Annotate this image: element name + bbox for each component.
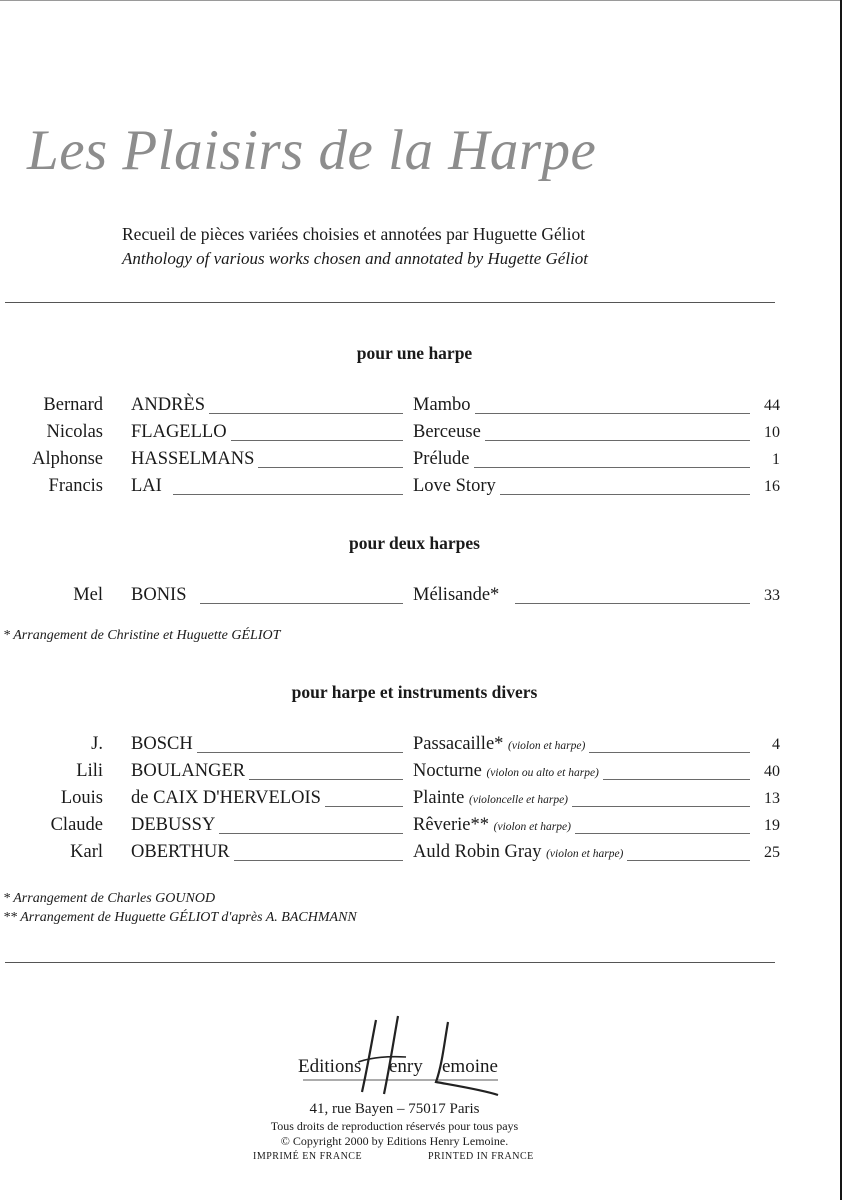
- piece-title: [413, 788, 572, 809]
- composer-first-name: Karl: [70, 842, 103, 862]
- page-number: 25: [764, 844, 780, 861]
- composer-first-name: Bernard: [43, 395, 103, 415]
- table-row[interactable]: [0, 585, 800, 611]
- dot-leader: [458, 413, 750, 414]
- composer-first-name: Claude: [50, 815, 103, 835]
- footnote: ** Arrangement de Huguette GÉLIOT d'après A. BACHMANN: [3, 910, 357, 925]
- dot-leader: [173, 494, 403, 495]
- table-row[interactable]: [0, 788, 800, 814]
- composer-first-name: Francis: [48, 476, 103, 496]
- composer-last-name: HASSELMANS: [131, 449, 258, 470]
- page-edge-top: [0, 0, 840, 1]
- dot-leader: [458, 440, 750, 441]
- dot-leader: [458, 467, 750, 468]
- bottom-divider: [5, 962, 775, 963]
- composer-last-name: BONIS: [131, 585, 191, 606]
- printed-in-france-fr: IMPRIMÉ EN FRANCE: [253, 1151, 363, 1162]
- subtitle-english: Anthology of various works chosen and annotated by Hugette Géliot: [122, 249, 589, 268]
- composer-last-name: FLAGELLO: [131, 422, 231, 443]
- composer-first-name: Louis: [60, 788, 103, 808]
- piece-title: [413, 476, 500, 497]
- table-row[interactable]: [0, 761, 800, 787]
- piece-title: [413, 422, 485, 443]
- dot-leader: [200, 603, 403, 604]
- piece-name: Auld Robin Gray: [413, 842, 542, 862]
- piece-title: [413, 449, 474, 470]
- piece-name: Mélisande*: [413, 585, 500, 605]
- composer-last-name: BOULANGER: [131, 761, 249, 782]
- logo-henry-text: enry: [389, 1056, 423, 1077]
- page-number: 40: [764, 763, 780, 780]
- printed-in-france-en: PRINTED IN FRANCE: [428, 1151, 534, 1162]
- publisher-address: 41, rue Bayen – 75017 Paris: [309, 1101, 480, 1117]
- dot-leader: [515, 603, 750, 604]
- instrumentation: (violon ou alto et harpe): [486, 767, 599, 779]
- composer-last-name: OBERTHUR: [131, 842, 234, 863]
- piece-title: [413, 395, 475, 416]
- piece-name: Love Story: [413, 476, 496, 496]
- page-number: 44: [764, 397, 780, 414]
- section-heading-une-harpe: pour une harpe: [356, 343, 473, 363]
- instrumentation: (violon et harpe): [493, 821, 571, 833]
- composer-first-name: Nicolas: [46, 422, 103, 442]
- table-row[interactable]: [0, 734, 800, 760]
- logo-lemoine-text: emoine: [442, 1056, 498, 1077]
- logo-editions-text: Editions: [298, 1056, 362, 1077]
- piece-title: [413, 761, 603, 782]
- piece-title: [413, 734, 589, 755]
- page-number: 4: [772, 736, 780, 753]
- dot-leader: [173, 752, 403, 753]
- table-row[interactable]: [0, 476, 800, 502]
- piece-name: Mambo: [413, 395, 471, 415]
- composer-last-name: de CAIX D'HERVELOIS: [131, 788, 325, 809]
- piece-title: [413, 585, 503, 606]
- page-title: Les Plaisirs de la Harpe: [27, 119, 597, 182]
- composer-last-name: ANDRÈS: [131, 395, 209, 416]
- table-row[interactable]: [0, 395, 800, 421]
- dot-leader: [458, 494, 750, 495]
- page-edge-right: [840, 0, 842, 1200]
- piece-title: [413, 815, 575, 836]
- instrumentation: (violon et harpe): [546, 848, 624, 860]
- subtitle-french: Recueil de pièces variées choisies et annotées par Huguette Géliot: [122, 224, 586, 244]
- composer-first-name: Alphonse: [32, 449, 103, 469]
- footnote: * Arrangement de Charles GOUNOD: [3, 891, 216, 906]
- publisher-logo: [298, 1010, 508, 1100]
- piece-name: Rêverie**: [413, 815, 490, 835]
- top-divider: [5, 302, 775, 303]
- composer-first-name: Mel: [73, 585, 103, 605]
- piece-title: [413, 842, 627, 863]
- copyright-notice: © Copyright 2000 by Editions Henry Lemoine.: [280, 1134, 509, 1148]
- instrumentation: (violon et harpe): [508, 740, 586, 752]
- piece-name: Passacaille*: [413, 734, 504, 754]
- piece-name: Plainte: [413, 788, 465, 808]
- footnote: * Arrangement de Christine et Huguette GÉLIOT: [3, 628, 281, 643]
- table-row[interactable]: [0, 422, 800, 448]
- logo-script-letters: [298, 1010, 508, 1100]
- page-number: 13: [764, 790, 780, 807]
- page-number: 1: [772, 451, 780, 468]
- page-number: 10: [764, 424, 780, 441]
- table-row[interactable]: [0, 449, 800, 475]
- instrumentation: (violoncelle et harpe): [469, 794, 569, 806]
- page-number: 16: [764, 478, 780, 495]
- piece-name: Prélude: [413, 449, 470, 469]
- page-number: 19: [764, 817, 780, 834]
- composer-last-name: BOSCH: [131, 734, 197, 755]
- composer-last-name: DEBUSSY: [131, 815, 219, 836]
- table-row[interactable]: [0, 842, 800, 868]
- composer-first-name: J.: [91, 734, 103, 754]
- page-number: 33: [764, 587, 780, 604]
- piece-name: Berceuse: [413, 422, 481, 442]
- composer-last-name: LAI: [131, 476, 166, 497]
- piece-name: Nocturne: [413, 761, 482, 781]
- section-heading-deux-harpes: pour deux harpes: [349, 533, 480, 553]
- table-row[interactable]: [0, 815, 800, 841]
- section-heading-instruments-divers: pour harpe et instruments divers: [291, 682, 538, 702]
- rights-notice: Tous droits de reproduction réservés pour tous pays: [270, 1119, 519, 1133]
- composer-first-name: Lili: [76, 761, 103, 781]
